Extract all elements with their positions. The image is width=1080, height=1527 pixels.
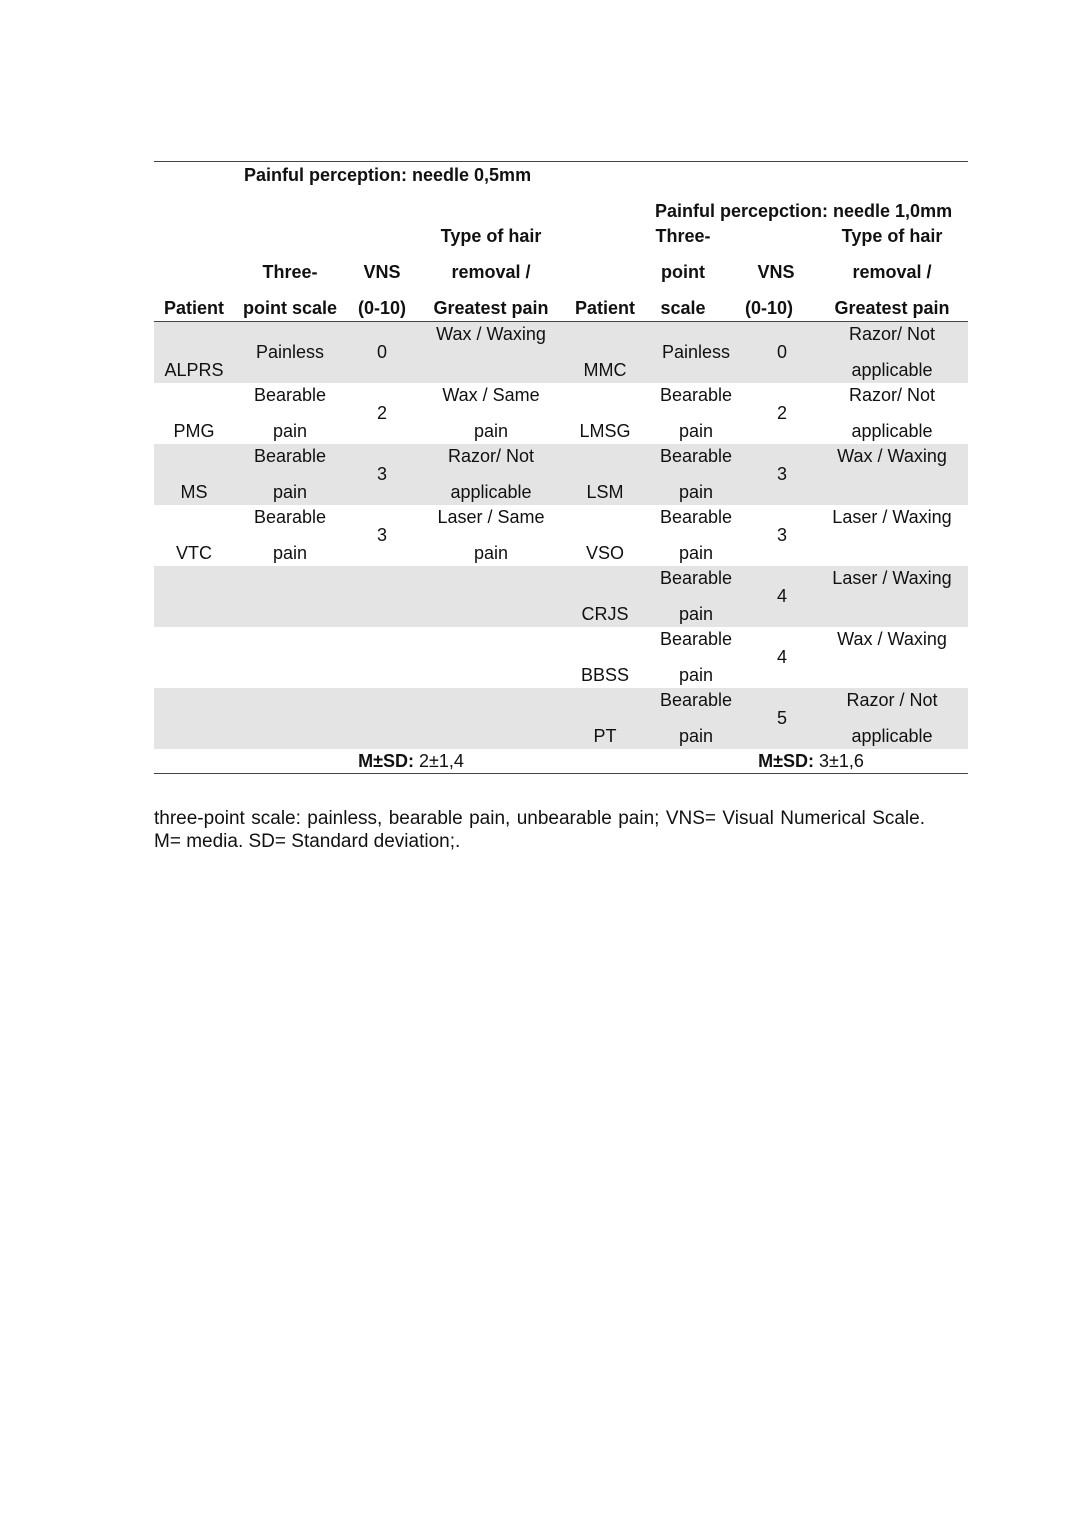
right-patient-cell: CRJS <box>581 604 629 624</box>
header-right-vns-line1: VNS <box>757 262 795 282</box>
right-patient-cell: MMC <box>583 360 627 380</box>
right-scale1-cell: Bearable <box>659 507 733 527</box>
left-scale1-cell: Painless <box>255 342 325 362</box>
header-left-type-line3: Greatest pain <box>433 298 549 318</box>
right-type2-cell: applicable <box>851 421 933 441</box>
right-vns-cell: 4 <box>776 647 788 667</box>
right-scale2-cell: pain <box>678 543 714 563</box>
left-type1-cell: Wax / Waxing <box>436 324 546 344</box>
left-patient-cell: MS <box>180 482 208 502</box>
header-left-type-line1: Type of hair <box>440 226 542 246</box>
right-type2-cell: applicable <box>851 360 933 380</box>
table-footnote: three-point scale: painless, bearable pain, unbearable pain; VNS= Visual Numerical Scale. M= media. SD= Standard deviation;. <box>154 808 925 852</box>
summary-right-label: M±SD: <box>758 751 814 771</box>
header-right-vns-line2: (0-10) <box>744 298 794 318</box>
summary-left-label: M±SD: <box>358 751 414 771</box>
left-vns-cell: 2 <box>376 403 388 423</box>
left-type2-cell: pain <box>473 543 509 563</box>
right-scale1-cell: Bearable <box>659 690 733 710</box>
left-scale1-cell: Bearable <box>253 385 327 405</box>
header-right-patient: Patient <box>574 298 636 318</box>
group-left-title: Painful perception: needle 0,5mm <box>244 165 532 185</box>
right-patient-cell: LMSG <box>579 421 631 441</box>
header-right-type-line3: Greatest pain <box>834 298 950 318</box>
header-left-type-line2: removal / <box>451 262 531 282</box>
header-left-vns-line1: VNS <box>363 262 401 282</box>
right-scale2-cell: pain <box>678 421 714 441</box>
right-type1-cell: Razor / Not <box>846 690 938 710</box>
right-patient-cell: LSM <box>586 482 624 502</box>
left-vns-cell: 0 <box>376 342 388 362</box>
right-scale1-cell: Bearable <box>659 385 733 405</box>
left-type1-cell: Razor/ Not <box>447 446 535 466</box>
right-scale2-cell: pain <box>678 726 714 746</box>
left-scale1-cell: Bearable <box>253 507 327 527</box>
right-scale2-cell: pain <box>678 665 714 685</box>
right-vns-cell: 0 <box>776 342 788 362</box>
right-type1-cell: Wax / Waxing <box>837 629 947 649</box>
left-patient-cell: PMG <box>173 421 215 441</box>
right-patient-cell: PT <box>593 726 617 746</box>
left-type2-cell: pain <box>473 421 509 441</box>
table-bottom-rule <box>154 773 968 774</box>
right-type1-cell: Razor/ Not <box>848 324 936 344</box>
left-patient-cell: ALPRS <box>164 360 224 380</box>
header-right-type-line2: removal / <box>852 262 932 282</box>
right-type1-cell: Razor/ Not <box>848 385 936 405</box>
summary-left-value: 2±1,4 <box>413 751 464 771</box>
header-right-scale-line2: point <box>661 262 705 282</box>
right-scale2-cell: pain <box>678 604 714 624</box>
right-scale1-cell: Painless <box>661 342 731 362</box>
right-scale1-cell: Bearable <box>659 568 733 588</box>
right-vns-cell: 2 <box>776 403 788 423</box>
right-vns-cell: 5 <box>776 708 788 728</box>
right-scale1-cell: Bearable <box>659 629 733 649</box>
group-right-title: Painful percepction: needle 1,0mm <box>655 201 953 221</box>
right-vns-cell: 3 <box>776 464 788 484</box>
header-right-scale-line3: scale <box>660 298 706 318</box>
header-right-type-line1: Type of hair <box>841 226 943 246</box>
right-patient-cell: VSO <box>585 543 625 563</box>
header-left-scale-line1: Three- <box>262 262 318 282</box>
left-type1-cell: Wax / Same <box>442 385 540 405</box>
header-right-scale-line1: Three- <box>655 226 711 246</box>
right-type2-cell: applicable <box>851 726 933 746</box>
left-scale2-cell: pain <box>272 543 308 563</box>
left-scale2-cell: pain <box>272 421 308 441</box>
left-vns-cell: 3 <box>376 464 388 484</box>
header-left-scale-line2: point scale <box>242 298 338 318</box>
left-scale1-cell: Bearable <box>253 446 327 466</box>
right-vns-cell: 4 <box>776 586 788 606</box>
right-type1-cell: Wax / Waxing <box>837 446 947 466</box>
left-type1-cell: Laser / Same <box>437 507 545 527</box>
table-top-rule <box>154 161 968 162</box>
summary-right-value: 3±1,6 <box>813 751 864 771</box>
right-type1-cell: Laser / Waxing <box>832 507 952 527</box>
right-patient-cell: BBSS <box>580 665 630 685</box>
left-vns-cell: 3 <box>376 525 388 545</box>
left-type2-cell: applicable <box>450 482 532 502</box>
left-patient-cell: VTC <box>176 543 212 563</box>
right-vns-cell: 3 <box>776 525 788 545</box>
right-scale1-cell: Bearable <box>659 446 733 466</box>
left-scale2-cell: pain <box>272 482 308 502</box>
summary-right <box>758 750 864 772</box>
right-scale2-cell: pain <box>678 482 714 502</box>
right-type1-cell: Laser / Waxing <box>832 568 952 588</box>
pain-perception-table <box>154 161 968 774</box>
header-left-vns-line2: (0-10) <box>357 298 407 318</box>
header-left-patient: Patient <box>163 298 225 318</box>
summary-left <box>358 750 464 772</box>
